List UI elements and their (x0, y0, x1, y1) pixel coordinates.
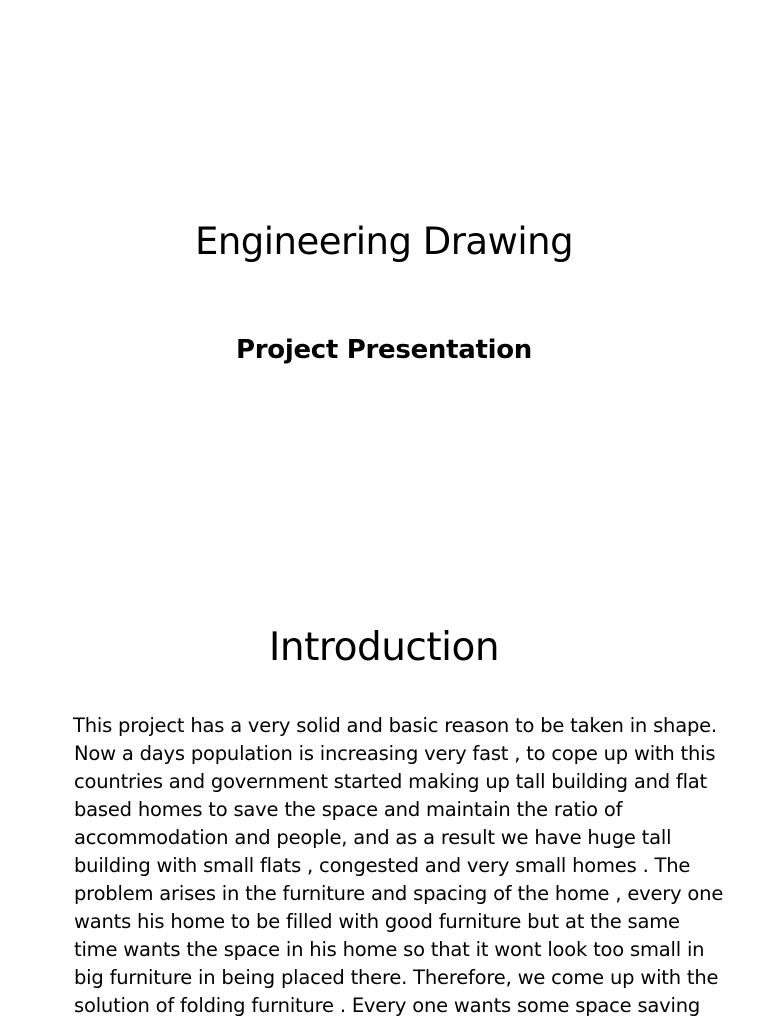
slide-subtitle: Project Presentation (236, 335, 532, 365)
body-line: countries and government started making up tall building and flat (74, 770, 707, 793)
body-line: accommodation and people, and as a result we have huge tall (74, 826, 672, 849)
body-line: building with small flats , congested and very small homes . The (74, 854, 691, 877)
introduction-body (74, 712, 734, 1020)
introduction-slide (0, 600, 768, 1024)
body-line: solution of folding furniture . Every one wants some space saving (74, 994, 701, 1017)
body-line: problem arises in the furniture and spacing of the home , every one (74, 882, 724, 905)
body-line: big furniture in being placed there. Therefore, we come up with the (74, 966, 719, 989)
slide-title: Engineering Drawing (194, 220, 574, 263)
body-line: wants his home to be filled with good furniture but at the same (74, 910, 680, 933)
body-line: time wants the space in his home so that it wont look too small in (74, 938, 705, 961)
body-line: based homes to save the space and maintain the ratio of (74, 798, 623, 821)
introduction-heading: Introduction (268, 625, 500, 670)
body-line: This project has a very solid and basic reason to be taken in shape. (73, 714, 717, 737)
body-line: Now a days population is increasing very fast , to cope up with this (74, 742, 716, 765)
